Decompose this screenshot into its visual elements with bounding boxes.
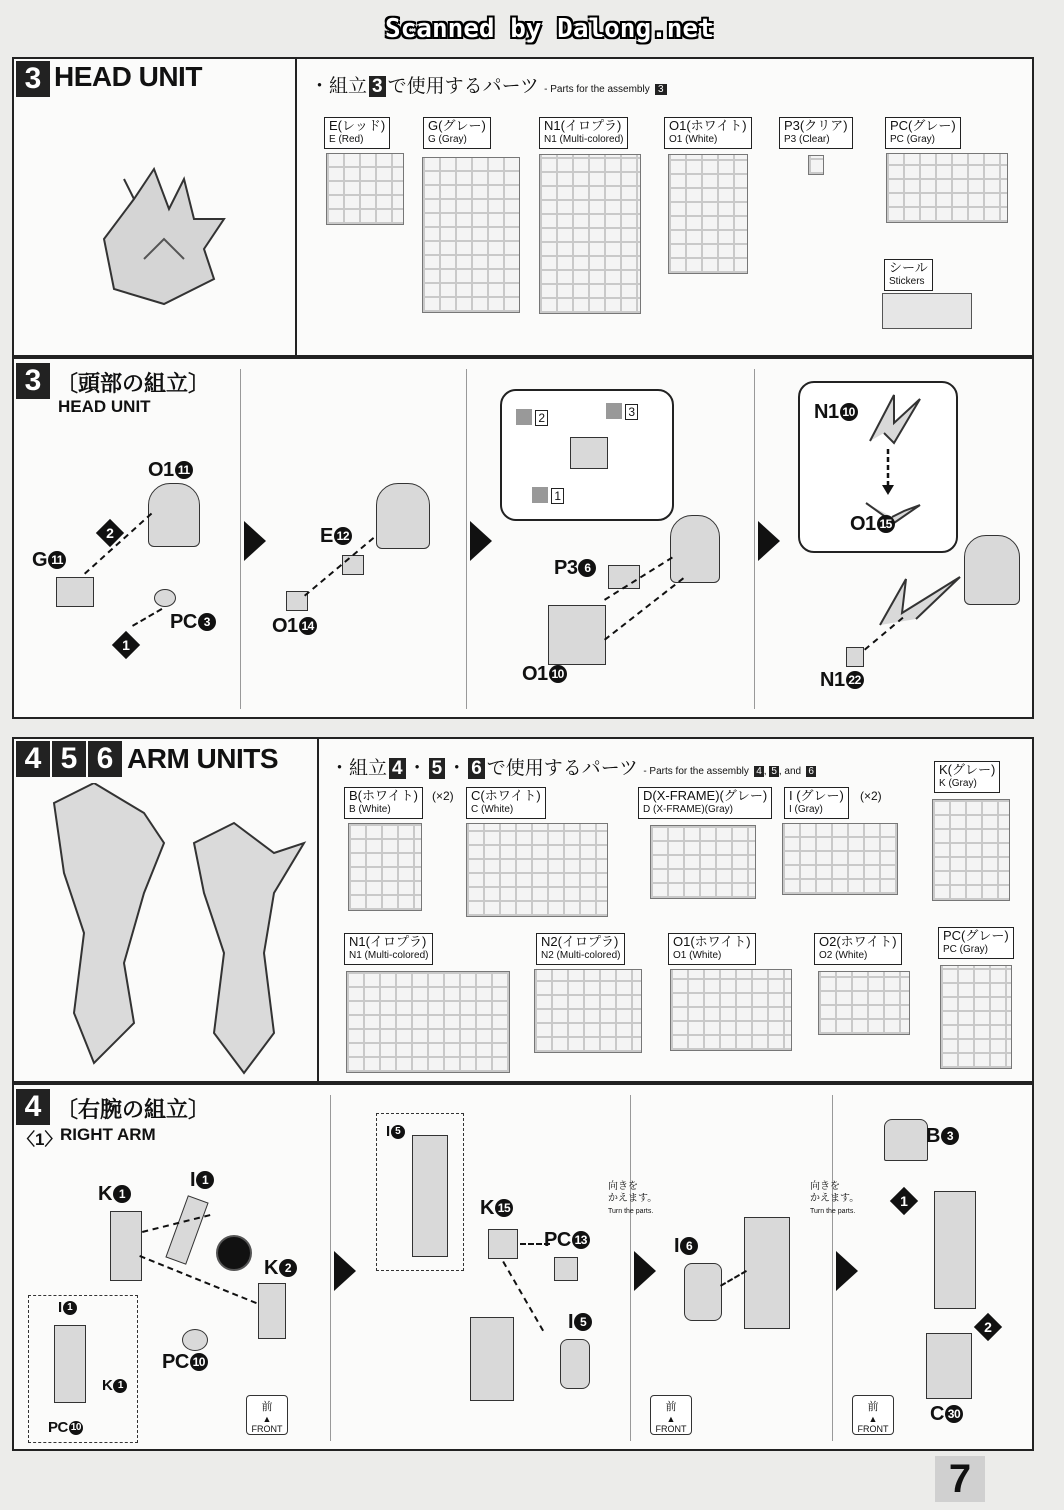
step-title-jp: 〔頭部の組立〕 bbox=[56, 371, 211, 396]
antenna-assembled bbox=[876, 569, 966, 629]
part-label-g-11: G 11 bbox=[32, 549, 66, 572]
section-number: 3 bbox=[16, 61, 50, 97]
inset-forearm-part bbox=[412, 1135, 448, 1257]
step-divider bbox=[330, 1095, 331, 1441]
assembly-guide-line bbox=[720, 1270, 747, 1287]
elbow-cap-part bbox=[884, 1119, 928, 1161]
runner-label-o1: O1(ホワイト) O1 (White) bbox=[664, 117, 752, 149]
part-label-n1-22: N1 22 bbox=[820, 669, 864, 692]
runner-label-o2: O2(ホワイト) O2 (White) bbox=[814, 933, 902, 965]
runner-label-pc: PC(グレー) PC (Gray) bbox=[938, 927, 1014, 959]
part-label-pc-3: PC 3 bbox=[170, 611, 216, 634]
runner-c-illustration bbox=[466, 823, 608, 917]
assembly-number-badge: 3 bbox=[369, 76, 386, 97]
step-marker-1: 1 bbox=[112, 631, 140, 659]
runner-label-pc: PC(グレー) PC (Gray) bbox=[885, 117, 961, 149]
front-direction-indicator: 前 ▲ FRONT bbox=[650, 1395, 692, 1435]
section-number-5: 5 bbox=[52, 741, 86, 777]
forearm-cover-part bbox=[560, 1339, 590, 1389]
step-number: 4 bbox=[16, 1089, 50, 1125]
step-divider bbox=[630, 1095, 631, 1441]
step-title-en: RIGHT ARM bbox=[60, 1125, 156, 1144]
runner-i-illustration bbox=[782, 823, 898, 895]
part-label-e-12: E 12 bbox=[320, 525, 352, 548]
head-shell-part bbox=[670, 515, 720, 583]
runner-label-d: D(X-FRAME)(グレー) D (X-FRAME)(Gray) bbox=[638, 787, 772, 819]
runner-label-i: I (グレー) I (Gray) bbox=[784, 787, 849, 819]
runner-n2-illustration bbox=[534, 969, 642, 1053]
part-label-pc-13: PC 13 bbox=[544, 1229, 590, 1252]
sticker-sheet-illustration bbox=[882, 293, 972, 329]
part-label-o1-14: O1 14 bbox=[272, 615, 317, 638]
runner-d-illustration bbox=[650, 825, 756, 899]
inset-label-i-1: I 1 bbox=[58, 1299, 77, 1316]
head-unit-panel bbox=[12, 57, 1034, 357]
sticker-ref-3: 3 bbox=[606, 403, 638, 419]
page-number: 7 bbox=[935, 1456, 985, 1502]
pc-joint-part bbox=[154, 589, 176, 607]
next-step-arrow bbox=[244, 521, 266, 561]
runner-k-illustration bbox=[932, 799, 1010, 901]
runner-pc-illustration bbox=[886, 153, 1008, 223]
head-silhouette-illustration bbox=[94, 159, 234, 309]
part-label-i-6: I 6 bbox=[674, 1235, 698, 1258]
step-divider bbox=[240, 369, 241, 709]
face-frame-part bbox=[548, 605, 606, 665]
runner-e-illustration bbox=[326, 153, 404, 225]
assembly-guide-line bbox=[520, 1243, 550, 1245]
inset-label-pc-10: PC 10 bbox=[48, 1419, 81, 1436]
elbow-part bbox=[488, 1229, 518, 1259]
inset-label-i-5: I 5 bbox=[386, 1123, 405, 1140]
turn-parts-note: 向きを かえます。 Turn the parts. bbox=[608, 1181, 658, 1215]
section-number-4: 4 bbox=[16, 741, 50, 777]
joint-detail bbox=[216, 1235, 252, 1271]
front-direction-indicator: 前 ▲ FRONT bbox=[246, 1395, 288, 1435]
parts-heading: ・組立 4 ・ 5 ・ 6 で使用するパーツ - Parts for the assembly 4 , 5 , and 6 bbox=[330, 758, 814, 779]
runner-label-n1: N1(イロプラ) N1 (Multi-colored) bbox=[344, 933, 433, 965]
forearm-shell-part bbox=[926, 1333, 972, 1399]
runner-n1-illustration bbox=[346, 971, 510, 1073]
runner-multiplier: (×2) bbox=[860, 789, 882, 803]
part-label-o1-11: O1 11 bbox=[148, 459, 193, 482]
next-step-arrow bbox=[470, 521, 492, 561]
step-marker-2: 2 bbox=[96, 519, 124, 547]
sticker-ref-2: 2 bbox=[516, 409, 548, 425]
runner-label-g: G(グレー) G (Gray) bbox=[423, 117, 491, 149]
visor-part bbox=[570, 437, 608, 469]
part-label-k-2: K 2 bbox=[264, 1257, 297, 1280]
small-part bbox=[342, 555, 364, 575]
part-label-p3-6: P3 6 bbox=[554, 557, 596, 580]
forearm-assembly bbox=[744, 1217, 790, 1329]
front-direction-indicator: 前 ▲ FRONT bbox=[852, 1395, 894, 1435]
runner-label-e: E(レッド) E (Red) bbox=[324, 117, 390, 149]
forearm-cover-part bbox=[258, 1283, 286, 1339]
turn-parts-note: 向きを かえます。 Turn the parts. bbox=[810, 1181, 860, 1215]
runner-multiplier: (×2) bbox=[432, 789, 454, 803]
next-step-arrow bbox=[634, 1251, 656, 1291]
part-label-o1-10: O1 10 bbox=[522, 663, 567, 686]
small-part bbox=[846, 647, 864, 667]
forearm-frame-part bbox=[110, 1211, 142, 1281]
runner-label-k: K(グレー) K (Gray) bbox=[934, 761, 1000, 793]
panel-divider bbox=[295, 59, 297, 355]
arm-piece-part bbox=[165, 1195, 208, 1265]
part-label-c-30: C 30 bbox=[930, 1403, 963, 1426]
runner-p3-illustration bbox=[808, 155, 824, 175]
part-label-k-1: K 1 bbox=[98, 1183, 131, 1206]
step-divider bbox=[754, 369, 755, 709]
forearm-assembly bbox=[470, 1317, 514, 1401]
step-title-en: HEAD UNIT bbox=[58, 397, 151, 416]
arm-silhouette-illustration bbox=[34, 783, 314, 1079]
assembly-guide-line bbox=[132, 608, 162, 627]
inset-arm-part bbox=[54, 1325, 86, 1403]
scan-credit: Scanned by Dalong.net bbox=[385, 14, 714, 44]
next-step-arrow bbox=[836, 1251, 858, 1291]
runner-n1-illustration bbox=[539, 154, 641, 314]
head-shell-part bbox=[148, 483, 200, 547]
section-title: HEAD UNIT bbox=[54, 61, 202, 92]
stickers-label: シール Stickers bbox=[884, 259, 933, 291]
step-substep: 〈1〉 bbox=[18, 1130, 62, 1149]
panel-divider bbox=[317, 739, 319, 1081]
part-label-o1-15: O1 15 bbox=[850, 513, 895, 536]
pc-joint-part bbox=[182, 1329, 208, 1351]
step-title-jp: 〔右腕の組立〕 bbox=[56, 1097, 211, 1122]
part-label-k-15: K 15 bbox=[480, 1197, 513, 1220]
runner-label-p3: P3(クリア) P3 (Clear) bbox=[779, 117, 853, 149]
parts-heading: ・組立 3 で使用するパーツ - Parts for the assembly 3 bbox=[310, 71, 667, 98]
runner-g-illustration bbox=[422, 157, 520, 313]
head-frame-part bbox=[56, 577, 94, 607]
runner-o1-illustration bbox=[670, 969, 792, 1051]
forearm-assembly bbox=[934, 1191, 976, 1309]
next-step-arrow bbox=[334, 1251, 356, 1291]
head-shell-part bbox=[376, 483, 430, 549]
step-marker-2: 2 bbox=[974, 1313, 1002, 1341]
runner-b-illustration bbox=[348, 823, 422, 911]
right-arm-panel bbox=[12, 1083, 1034, 1451]
step-divider bbox=[466, 369, 467, 709]
inset-label-k-1: K 1 bbox=[102, 1377, 127, 1394]
forearm-cover-part bbox=[684, 1263, 722, 1321]
runner-o2-illustration bbox=[818, 971, 910, 1035]
sticker-ref-1: 1 bbox=[532, 487, 564, 503]
runner-label-n1: N1(イロプラ) N1 (Multi-colored) bbox=[539, 117, 628, 149]
head-assembly-panel bbox=[12, 357, 1034, 719]
step-number: 3 bbox=[16, 363, 50, 399]
section-title: ARM UNITS bbox=[127, 743, 279, 774]
part-label-i-1: I 1 bbox=[190, 1169, 214, 1192]
runner-label-c: C(ホワイト) C (White) bbox=[466, 787, 546, 819]
part-label-n1-10: N1 10 bbox=[814, 401, 858, 424]
runner-label-n2: N2(イロプラ) N2 (Multi-colored) bbox=[536, 933, 625, 965]
arm-units-panel bbox=[12, 737, 1034, 1083]
part-label-pc-10: PC 10 bbox=[162, 1351, 208, 1374]
runner-o1-illustration bbox=[668, 154, 748, 274]
step-divider bbox=[832, 1095, 833, 1441]
runner-label-o1: O1(ホワイト) O1 (White) bbox=[668, 933, 756, 965]
next-step-arrow bbox=[758, 521, 780, 561]
section-number-6: 6 bbox=[88, 741, 122, 777]
head-shell-part bbox=[964, 535, 1020, 605]
runner-pc-illustration bbox=[940, 965, 1012, 1069]
part-label-b-3: B 3 bbox=[926, 1125, 959, 1148]
pc-joint-part bbox=[554, 1257, 578, 1281]
runner-label-b: B(ホワイト) B (White) bbox=[344, 787, 423, 819]
part-label-i-5: I 5 bbox=[568, 1311, 592, 1334]
step-marker-1: 1 bbox=[890, 1187, 918, 1215]
